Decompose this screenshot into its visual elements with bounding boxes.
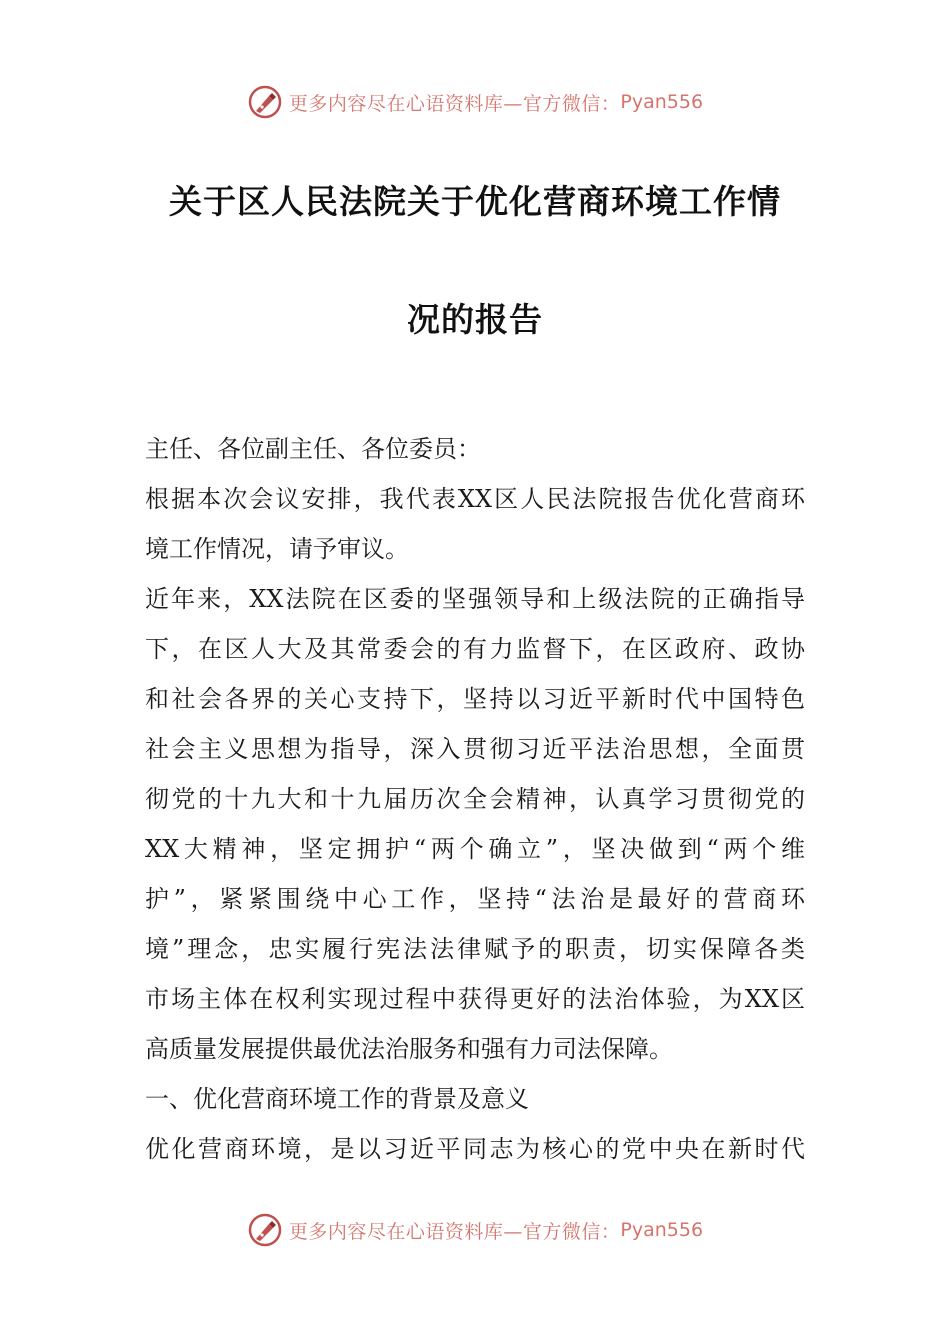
watermark-banner-top [0,82,950,122]
body-line: 境工作情况，请予审议。 [145,535,409,563]
document-title-line-1: 关于区人民法院关于优化营商环境工作情 [169,182,781,221]
body-line: 近年来，XX法院在区委的坚强领导和上级法院的正确指导 [145,585,805,613]
body-line: 优化营商环境，是以习近平同志为核心的党中央在新时代 [145,1135,805,1163]
body-line: 下，在区人大及其常委会的有力监督下，在区政府、政协 [145,635,805,663]
watermark-text: 更多内容尽在心语资料库—官方微信： [288,1220,621,1243]
pen-nib-logo-icon [247,84,283,120]
watermark-text: 更多内容尽在心语资料库—官方微信： [288,92,621,115]
body-line: 境”理念，忠实履行宪法法律赋予的职责，切实保障各类 [145,935,805,963]
body-line: 社会主义思想为指导，深入贯彻习近平法治思想，全面贯 [145,735,805,763]
body-line: 护”，紧紧围绕中心工作，坚持“法治是最好的营商环 [145,885,805,913]
body-line: 和社会各界的关心支持下，坚持以习近平新时代中国特色 [145,685,805,713]
watermark-banner-bottom [0,1210,950,1250]
body-line: XX大精神，坚定拥护“两个确立”，坚决做到“两个维 [145,835,805,863]
body-line: 高质量发展提供最优法治服务和强有力司法保障。 [145,1035,673,1063]
document-body [145,430,805,1180]
watermark-wechat-id: Pyan556 [620,91,704,113]
body-line: 根据本次会议安排，我代表XX区人民法院报告优化营商环 [145,485,805,513]
body-line: 彻党的十九大和十九届历次全会精神，认真学习贯彻党的 [145,785,805,813]
document-title-line-2: 况的报告 [407,300,543,339]
pen-nib-logo-icon [247,1212,283,1248]
section-heading: 一、优化营商环境工作的背景及意义 [145,1085,529,1113]
watermark-wechat-id: Pyan556 [620,1219,704,1241]
body-line: 市场主体在权利实现过程中获得更好的法治体验，为XX区 [145,985,805,1013]
body-line: 主任、各位副主任、各位委员： [145,435,481,463]
